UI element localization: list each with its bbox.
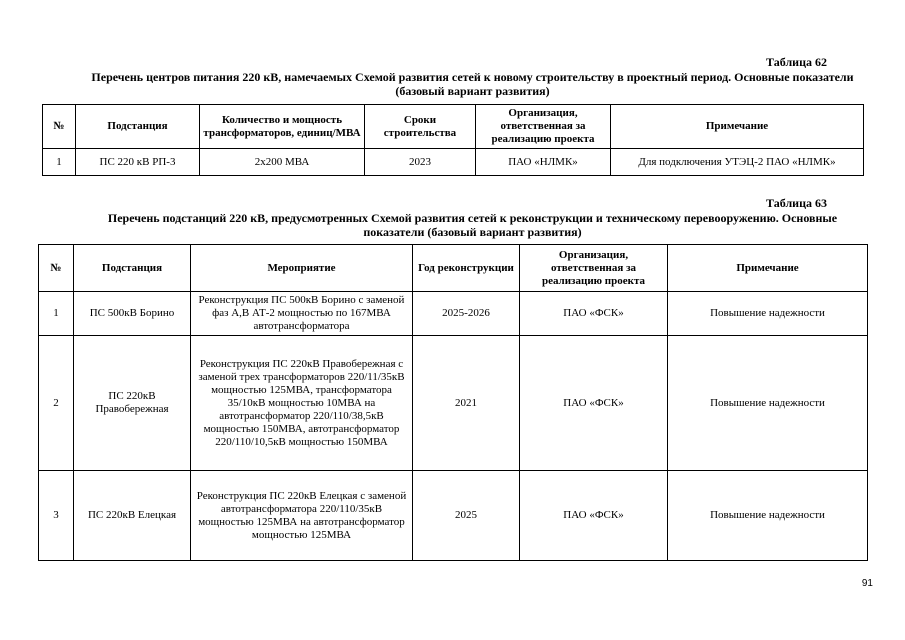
- table-63-number: Таблица 63: [766, 196, 827, 210]
- header-cell: Год реконструкции: [413, 245, 520, 292]
- table-62-number: Таблица 62: [766, 55, 827, 69]
- table-cell: ПС 500кВ Борино: [74, 292, 191, 336]
- table-cell: 1: [43, 149, 76, 176]
- table-cell: 2025-2026: [413, 292, 520, 336]
- header-cell: Сроки строительства: [365, 105, 476, 149]
- page-number: 91: [861, 578, 873, 589]
- table-cell: ПАО «ФСК»: [520, 471, 668, 561]
- table-cell: Реконструкция ПС 220кВ Елецкая с заменой автотрансформатора 220/110/35кВ мощностью 125МВА на автотрансформатор мощностью 125МВА: [191, 471, 413, 561]
- header-cell: Организация, ответственная за реализацию проекта: [520, 245, 668, 292]
- header-cell: №: [39, 245, 74, 292]
- table-row: [39, 471, 868, 561]
- table-cell: ПС 220кВ Правобережная: [74, 336, 191, 471]
- table-cell: 2025: [413, 471, 520, 561]
- table-cell: 2021: [413, 336, 520, 471]
- table-62-header-row: [43, 105, 864, 149]
- table-cell: ПС 220кВ Елецкая: [74, 471, 191, 561]
- table-row: [39, 292, 868, 336]
- table-cell: ПС 220 кВ РП-3: [76, 149, 200, 176]
- table-cell: 2x200 МВА: [200, 149, 365, 176]
- table-cell: 2: [39, 336, 74, 471]
- table-cell: Для подключения УТЭЦ-2 ПАО «НЛМК»: [611, 149, 864, 176]
- table-row: [39, 336, 868, 471]
- table-62-title: Перечень центров питания 220 кВ, намечаемых Схемой развития сетей к новому строительству в проектный период. Основные показатели (базовый вариант развития): [91, 70, 854, 98]
- table-63-title: Перечень подстанций 220 кВ, предусмотренных Схемой развития сетей к реконструкции и техническому перевооружению. Основные показатели (базовый вариант развития): [107, 211, 838, 239]
- table-cell: 3: [39, 471, 74, 561]
- header-cell: №: [43, 105, 76, 149]
- table-cell: 1: [39, 292, 74, 336]
- header-cell: Подстанция: [76, 105, 200, 149]
- header-cell: Количество и мощность трансформаторов, единиц/МВА: [200, 105, 365, 149]
- table-cell: Повышение надежности: [668, 471, 868, 561]
- header-cell: Подстанция: [74, 245, 191, 292]
- table-cell: ПАО «НЛМК»: [476, 149, 611, 176]
- table-cell: Реконструкция ПС 500кВ Борино с заменой фаз А,В АТ-2 мощностью по 167МВА автотрансформатора: [191, 292, 413, 336]
- table-63: [38, 244, 868, 561]
- header-cell: Мероприятие: [191, 245, 413, 292]
- header-cell: Организация, ответственная за реализацию проекта: [476, 105, 611, 149]
- table-cell: ПАО «ФСК»: [520, 292, 668, 336]
- table-cell: ПАО «ФСК»: [520, 336, 668, 471]
- table-62: [42, 104, 864, 176]
- table-cell: Повышение надежности: [668, 336, 868, 471]
- header-cell: Примечание: [668, 245, 868, 292]
- header-cell: Примечание: [611, 105, 864, 149]
- table-cell: Реконструкция ПС 220кВ Правобережная с заменой трех трансформаторов 220/11/35кВ мощностью 125МВА, трансформатора 35/10кВ мощностью 10МВА на автотрансформатор 220/110/38,5кВ мощностью 150МВА, автотрансформатор 220/110/10,5кВ мощностью 150МВА: [191, 336, 413, 471]
- table-row: [43, 149, 864, 176]
- table-63-header-row: [39, 245, 868, 292]
- table-cell: Повышение надежности: [668, 292, 868, 336]
- table-cell: 2023: [365, 149, 476, 176]
